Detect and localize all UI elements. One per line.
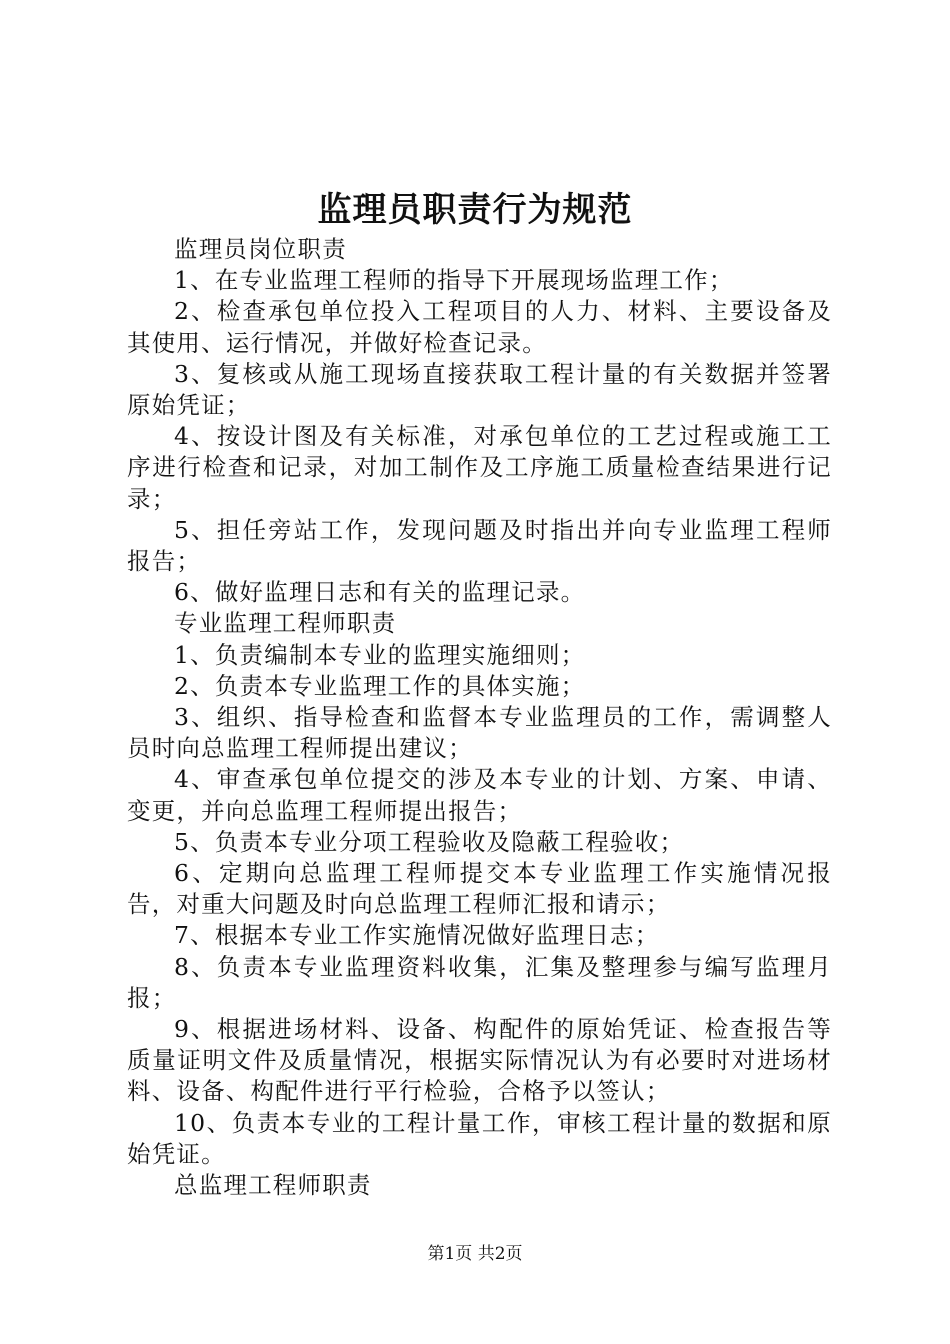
section-heading: 总监理工程师职责: [174, 1171, 372, 1200]
paragraph: 6、定期向总监理工程师提交本专业监理工作实施情况报告，对重大问题及时向总监理工程师汇报和请示；: [127, 859, 832, 919]
document-body: [127, 234, 832, 1201]
paragraph: 6、做好监理日志和有关的监理记录。: [174, 578, 586, 607]
paragraph: 5、担任旁站工作，发现问题及时指出并向专业监理工程师报告；: [127, 515, 832, 576]
paragraph: 3、复核或从施工现场直接获取工程计量的有关数据并签署原始凭证；: [127, 359, 832, 420]
section-heading: 专业监理工程师职责: [174, 609, 397, 638]
paragraph: 8、负责本专业监理资料收集，汇集及整理参与编写监理月报；: [127, 952, 832, 1012]
paragraph: 1、负责编制本专业的监理实施细则；: [174, 640, 586, 669]
paragraph: 2、负责本专业监理工作的具体实施；: [174, 671, 586, 700]
document-title: 监理员职责行为规范: [317, 190, 633, 230]
paragraph: 3、组织、指导检查和监督本专业监理员的工作，需调整人员时向总监理工程师提出建议；: [127, 703, 832, 763]
paragraph: 4、审查承包单位提交的涉及本专业的计划、方案、申请、变更，并向总监理工程师提出报告；: [127, 765, 832, 825]
paragraph: 1、在专业监理工程师的指导下开展现场监理工作；: [174, 266, 734, 295]
paragraph: 7、根据本专业工作实施情况做好监理日志；: [174, 921, 660, 950]
paragraph: 10、负责本专业的工程计量工作，审核工程计量的数据和原始凭证。: [127, 1108, 832, 1168]
section-heading: 监理员岗位职责: [174, 235, 347, 263]
page-number-footer: 第1页 共2页: [427, 1244, 523, 1264]
paragraph: 5、负责本专业分项工程验收及隐蔽工程验收；: [174, 827, 685, 856]
paragraph: 2、检查承包单位投入工程项目的人力、材料、主要设备及其使用、运行情况，并做好检查记录。: [127, 297, 832, 357]
paragraph: 9、根据进场材料、设备、构配件的原始凭证、检查报告等质量证明文件及质量情况，根据实际情况认为有必要时对进场材料、设备、构配件进行平行检验，合格予以签认；: [127, 1015, 832, 1106]
paragraph: 4、按设计图及有关标准，对承包单位的工艺过程或施工工序进行检查和记录，对加工制作及工序施工质量检查结果进行记录；: [127, 422, 832, 513]
